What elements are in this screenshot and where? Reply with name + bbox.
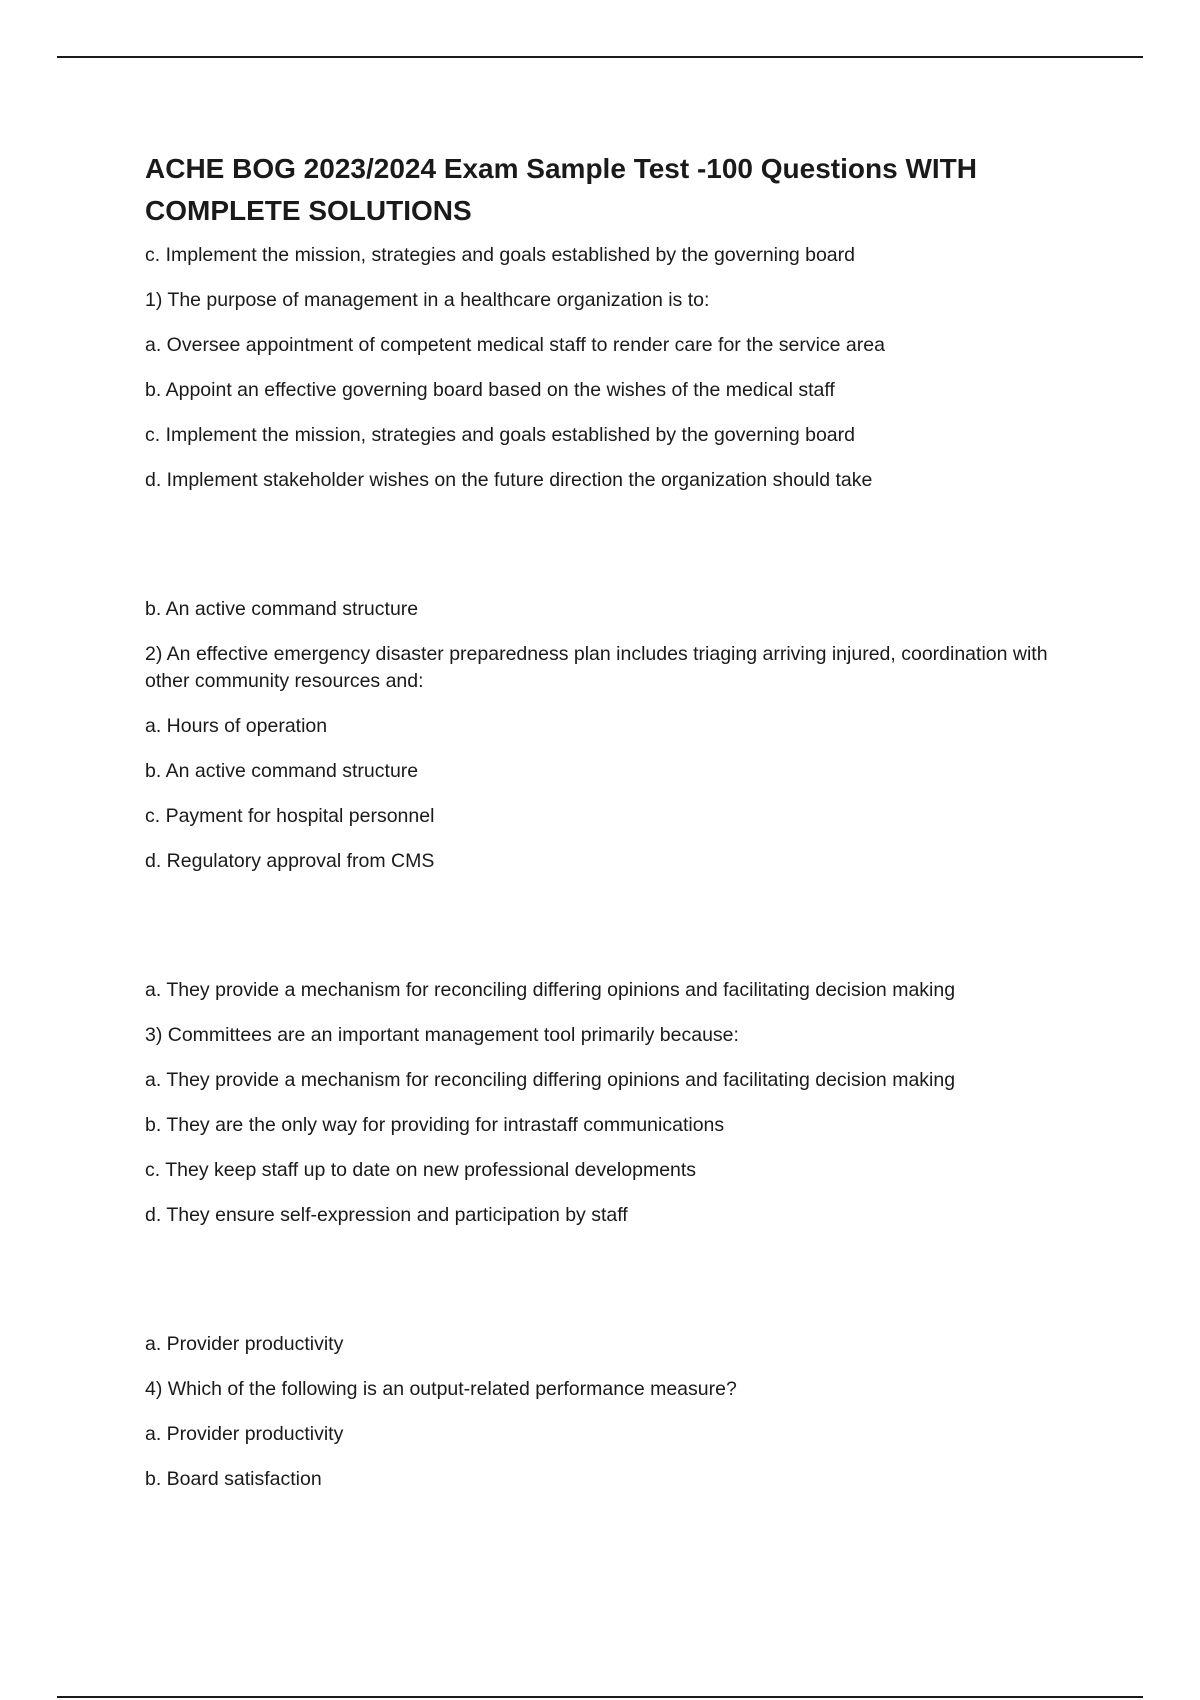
option-c: c. Implement the mission, strategies and goals established by the governing board: [145, 424, 855, 446]
question-text: 3) Committees are an important management tool primarily because:: [145, 1024, 739, 1046]
bottom-rule: [57, 1696, 1143, 1698]
question-text: 4) Which of the following is an output-related performance measure?: [145, 1378, 737, 1400]
document-title: ACHE BOG 2023/2024 Exam Sample Test -100 Questions WITH COMPLETE SOLUTIONS: [145, 153, 978, 226]
option-a: a. Oversee appointment of competent medical staff to render care for the service area: [145, 334, 885, 356]
question-block-2: [145, 596, 1075, 875]
question-block-4: [145, 1331, 1075, 1493]
option-b: b. Appoint an effective governing board based on the wishes of the medical staff: [145, 379, 835, 401]
option-a: a. They provide a mechanism for reconciling differing opinions and facilitating decision making: [145, 1069, 956, 1091]
top-rule: [57, 56, 1143, 58]
option-c: c. Payment for hospital personnel: [145, 805, 435, 827]
document-body: [145, 148, 1075, 1493]
option-c: c. They keep staff up to date on new professional developments: [145, 1159, 697, 1181]
question-text: 1) The purpose of management in a healthcare organization is to:: [145, 289, 710, 311]
answer-text: c. Implement the mission, strategies and goals established by the governing board: [145, 244, 855, 266]
question-block-3: [145, 977, 1075, 1229]
option-b: b. An active command structure: [145, 760, 419, 782]
question-block-1: [145, 242, 1075, 494]
option-b: b. They are the only way for providing for intrastaff communications: [145, 1114, 725, 1136]
answer-text: a. They provide a mechanism for reconciling differing opinions and facilitating decision making: [145, 979, 956, 1001]
answer-text: b. An active command structure: [145, 598, 419, 620]
option-d: d. Regulatory approval from CMS: [145, 850, 435, 872]
question-text: 2) An effective emergency disaster preparedness plan includes triaging arriving injured, coordination with other community resources and:: [145, 643, 1048, 692]
option-d: d. Implement stakeholder wishes on the future direction the organization should take: [145, 469, 873, 491]
answer-text: a. Provider productivity: [145, 1333, 344, 1355]
option-a: a. Hours of operation: [145, 715, 328, 737]
option-a: a. Provider productivity: [145, 1423, 344, 1445]
option-b: b. Board satisfaction: [145, 1468, 322, 1490]
option-d: d. They ensure self-expression and participation by staff: [145, 1204, 628, 1226]
